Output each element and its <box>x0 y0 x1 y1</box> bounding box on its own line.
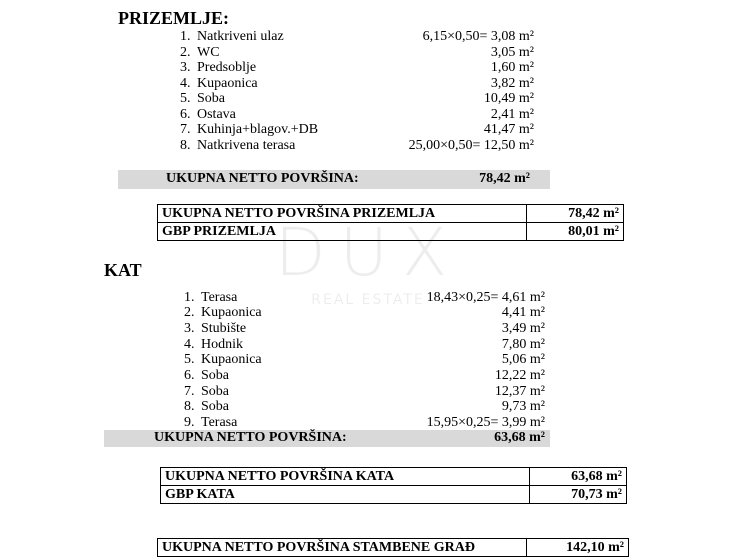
total-label: UKUPNA NETTO POVRŠINA: <box>154 430 347 445</box>
room-area: 41,47 m² <box>483 122 534 137</box>
room-row <box>180 107 534 123</box>
room-row <box>184 305 545 321</box>
room-name: Soba <box>201 368 229 383</box>
room-name: Kuhinja+blagov.+DB <box>197 122 319 137</box>
summary-label: UKUPNA NETTO POVRŠINA PRIZEMLJA <box>158 205 527 223</box>
room-row <box>180 91 534 107</box>
table-row <box>161 468 627 486</box>
room-row <box>184 384 545 400</box>
summary-value: 70,73 m² <box>530 486 627 504</box>
room-name: Ostava <box>197 107 236 122</box>
summary-value: 80,01 m² <box>527 223 624 241</box>
room-row <box>180 45 534 61</box>
room-area: 7,80 m² <box>501 337 545 352</box>
room-area: 15,95×0,25= 3,99 m² <box>426 415 545 430</box>
room-name: Soba <box>197 91 225 106</box>
room-number: 3. <box>180 60 191 75</box>
total-label: UKUPNA NETTO POVRŠINA: <box>166 171 359 186</box>
table-row <box>161 486 627 504</box>
room-name: Natkrivena terasa <box>197 138 296 153</box>
table-row <box>158 539 629 557</box>
room-name: Hodnik <box>201 337 243 352</box>
room-area: 12,22 m² <box>494 368 545 383</box>
building-total-table <box>157 538 629 557</box>
table-row <box>158 205 624 223</box>
room-area: 9,73 m² <box>501 399 545 414</box>
room-area: 12,37 m² <box>494 384 545 399</box>
building-total-label: UKUPNA NETTO POVRŠINA STAMBENE GRAĐ <box>158 539 527 557</box>
room-number: 9. <box>184 415 195 430</box>
room-number: 7. <box>180 122 191 137</box>
total-value: 78,42 m² <box>479 171 530 186</box>
room-number: 5. <box>184 352 195 367</box>
room-area: 6,15×0,50= 3,08 m² <box>422 29 534 44</box>
room-number: 8. <box>180 138 191 153</box>
room-name: Stubište <box>201 321 247 336</box>
room-name: Kupaonica <box>197 76 258 91</box>
room-area: 5,06 m² <box>501 352 545 367</box>
room-area: 4,41 m² <box>501 305 545 320</box>
ground-floor-total-band <box>118 170 550 189</box>
room-row <box>184 290 545 306</box>
room-number: 2. <box>184 305 195 320</box>
room-number: 1. <box>184 290 195 305</box>
room-area: 25,00×0,50= 12,50 m² <box>408 138 534 153</box>
room-area: 3,05 m² <box>490 45 534 60</box>
room-area: 1,60 m² <box>490 60 534 75</box>
room-row <box>184 399 545 415</box>
room-row <box>184 368 545 384</box>
room-area: 18,43×0,25= 4,61 m² <box>426 290 545 305</box>
room-row <box>184 321 545 337</box>
room-row <box>180 138 534 154</box>
summary-value: 63,68 m² <box>530 468 627 486</box>
section-heading-ground-floor: PRIZEMLJE: <box>118 8 230 28</box>
summary-value: 78,42 m² <box>527 205 624 223</box>
room-row <box>184 415 545 431</box>
watermark-subtitle: REAL ESTATE <box>311 292 425 308</box>
room-number: 4. <box>184 337 195 352</box>
summary-label: GBP PRIZEMLJA <box>158 223 527 241</box>
room-row <box>184 352 545 368</box>
room-number: 1. <box>180 29 191 44</box>
room-name: Soba <box>201 399 229 414</box>
room-row <box>180 60 534 76</box>
room-name: Soba <box>201 384 229 399</box>
upper-floor-summary-table <box>160 467 627 504</box>
room-area: 3,49 m² <box>501 321 545 336</box>
room-name: Predsoblje <box>197 60 257 75</box>
section-heading-upper-floor: KAT <box>104 260 142 280</box>
room-number: 3. <box>184 321 195 336</box>
room-name: Terasa <box>201 415 238 430</box>
room-name: Kupaonica <box>201 305 262 320</box>
room-row <box>180 76 534 92</box>
room-name: Kupaonica <box>201 352 262 367</box>
room-area: 2,41 m² <box>490 107 534 122</box>
room-row <box>180 122 534 138</box>
room-name: Terasa <box>201 290 238 305</box>
total-value: 63,68 m² <box>494 430 545 445</box>
room-number: 5. <box>180 91 191 106</box>
table-row <box>158 223 624 241</box>
room-area: 3,82 m² <box>490 76 534 91</box>
room-number: 2. <box>180 45 191 60</box>
ground-floor-summary-table <box>157 204 624 241</box>
room-number: 4. <box>180 76 191 91</box>
room-number: 6. <box>184 368 195 383</box>
summary-label: UKUPNA NETTO POVRŠINA KATA <box>161 468 530 486</box>
room-number: 8. <box>184 399 195 414</box>
room-name: WC <box>197 45 220 60</box>
upper-floor-total-band <box>104 430 550 447</box>
room-row <box>180 29 534 45</box>
room-number: 7. <box>184 384 195 399</box>
summary-label: GBP KATA <box>161 486 530 504</box>
room-row <box>184 337 545 353</box>
room-area: 10,49 m² <box>483 91 534 106</box>
room-name: Natkriveni ulaz <box>197 29 284 44</box>
watermark-logo: DUX <box>274 214 462 291</box>
building-total-value: 142,10 m² <box>527 539 629 557</box>
room-number: 6. <box>180 107 191 122</box>
